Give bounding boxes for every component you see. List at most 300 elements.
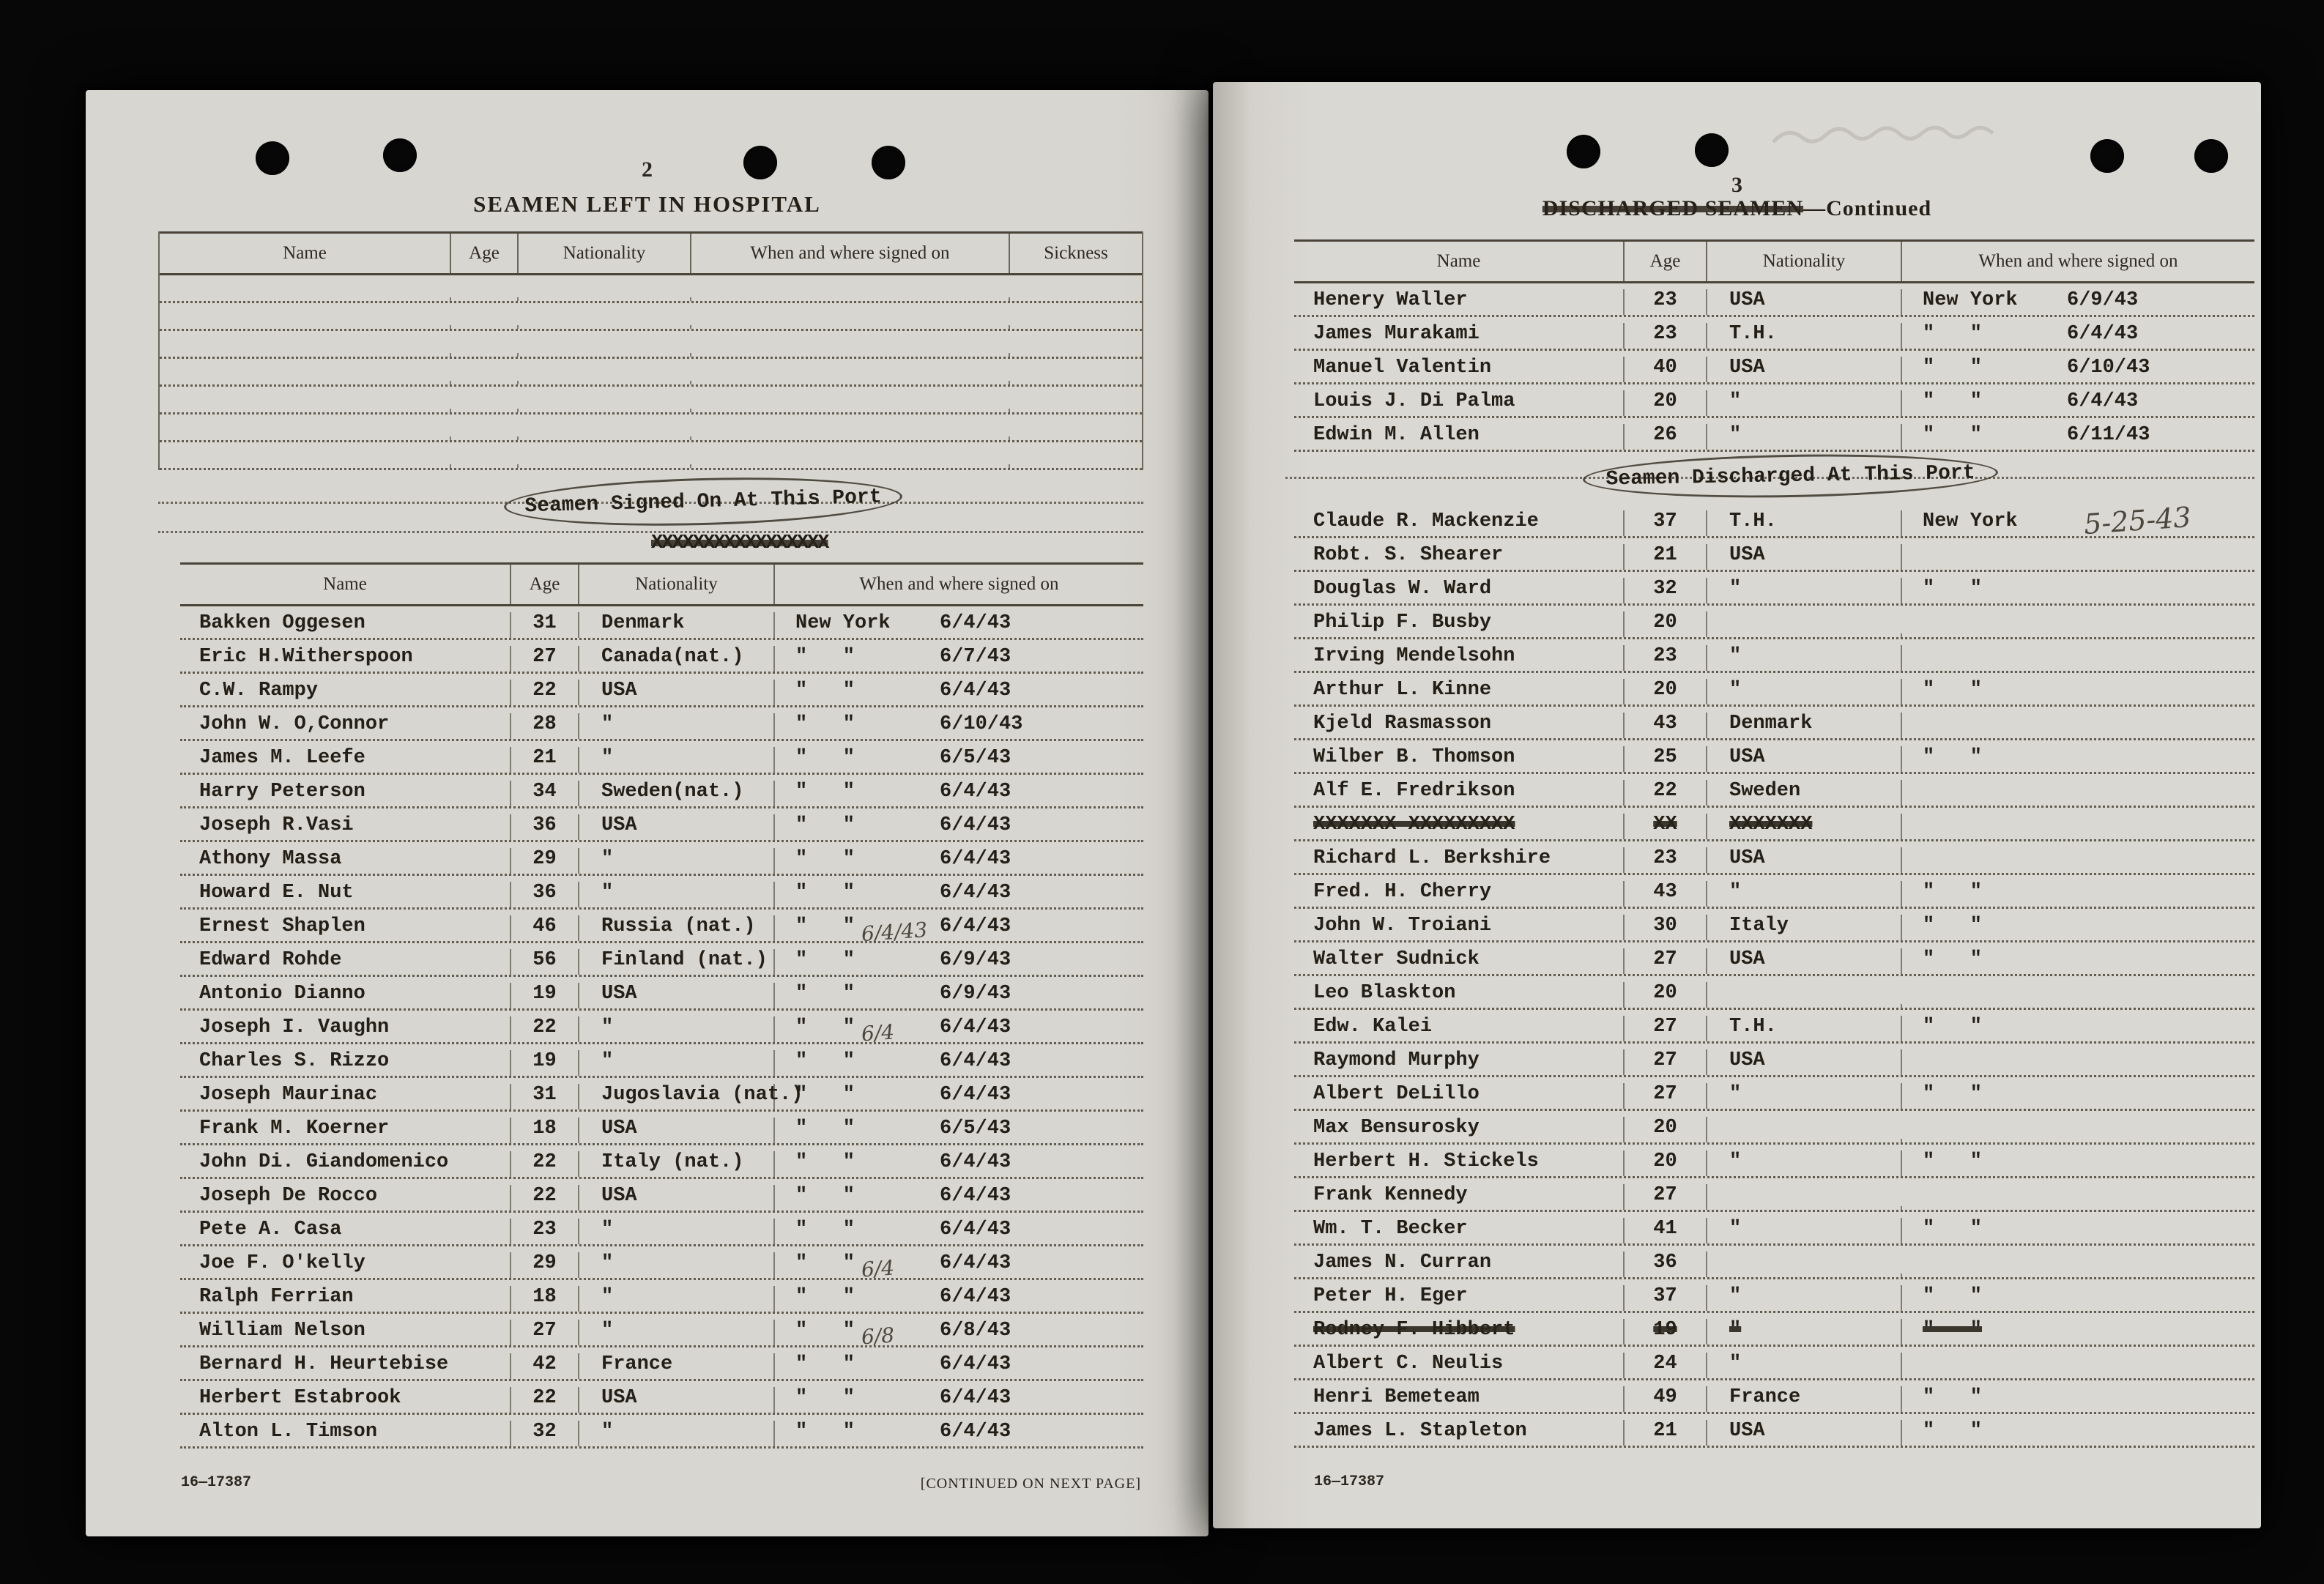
table-row xyxy=(1294,841,2254,875)
age-cell: 21 xyxy=(1625,544,1707,570)
name-cell: Pete A. Casa xyxy=(180,1219,511,1244)
signed-cell xyxy=(1902,1252,2254,1277)
name-cell: John W. Troiani xyxy=(1294,915,1625,940)
empty-cell xyxy=(519,297,691,301)
age-cell: 22 xyxy=(511,1185,579,1211)
signed-cell xyxy=(775,713,1143,739)
signed-date: 6/9/43 xyxy=(940,983,1011,1005)
name-cell: James L. Stapleton xyxy=(1294,1420,1625,1446)
age-cell: 20 xyxy=(1625,982,1707,1008)
handwritten-note: 6/4 xyxy=(860,1255,896,1282)
table-row xyxy=(180,1314,1143,1350)
age-cell: 24 xyxy=(1625,1353,1707,1378)
column-header: Nationality xyxy=(579,565,775,604)
signed-date: 6/7/43 xyxy=(940,646,1011,668)
nationality-cell: " xyxy=(579,1421,775,1446)
discharged-table-header xyxy=(1294,239,2254,283)
empty-cell xyxy=(160,464,451,468)
age-cell: 22 xyxy=(511,1387,579,1413)
name-cell: Henri Bemeteam xyxy=(1294,1386,1625,1412)
age-cell: 37 xyxy=(1625,1285,1707,1311)
signed-cell xyxy=(1902,746,2254,772)
signed-cell xyxy=(775,680,1143,705)
age-cell: 43 xyxy=(1625,713,1707,738)
form-number: 16—17387 xyxy=(181,1474,252,1491)
empty-cell xyxy=(160,353,451,357)
name-cell: Albert DeLillo xyxy=(1294,1083,1625,1109)
empty-cell xyxy=(691,409,1010,412)
name-cell: Howard E. Nut xyxy=(180,882,511,907)
age-cell: 31 xyxy=(511,612,579,638)
signed-date: 6/9/43 xyxy=(940,949,1011,971)
signed-cell xyxy=(775,1320,1143,1350)
nationality-cell: USA xyxy=(1707,357,1902,382)
signed-date: 6/10/43 xyxy=(2067,357,2150,379)
signed-cell xyxy=(775,1353,1143,1379)
punch-hole xyxy=(1695,133,1729,167)
section-label-row xyxy=(1294,452,2254,505)
signed-cell xyxy=(775,1387,1143,1413)
column-header: Name xyxy=(1294,242,1625,281)
empty-cell xyxy=(691,436,1010,440)
empty-cell xyxy=(451,297,519,301)
table-row xyxy=(1294,875,2254,909)
name-cell: C.W. Rampy xyxy=(180,680,511,705)
age-cell: 18 xyxy=(511,1118,579,1143)
empty-table-row xyxy=(160,303,1142,331)
name-cell: Manuel Valentin xyxy=(1294,357,1625,382)
age-cell: 20 xyxy=(1625,1150,1707,1176)
empty-cell xyxy=(519,436,691,440)
signed-cell xyxy=(775,1151,1143,1177)
name-cell: Ralph Ferrian xyxy=(180,1286,511,1312)
name-cell: Albert C. Neulis xyxy=(1294,1353,1625,1378)
table-row xyxy=(1294,1010,2254,1044)
signed-place: " " xyxy=(1923,1218,1983,1240)
name-cell: Douglas W. Ward xyxy=(1294,578,1625,603)
table-row xyxy=(180,1246,1143,1280)
nationality-cell xyxy=(1707,1273,1902,1277)
column-header: Nationality xyxy=(519,234,691,273)
name-cell: Joseph I. Vaughn xyxy=(180,1016,511,1042)
handwritten-note: 6/8 xyxy=(860,1323,896,1350)
table-row xyxy=(1294,909,2254,942)
signed-cell xyxy=(1902,1049,2254,1075)
age-cell: 22 xyxy=(511,680,579,705)
nationality-cell xyxy=(1707,1139,1902,1142)
nationality-cell: " xyxy=(579,848,775,874)
nationality-cell: USA xyxy=(579,814,775,840)
age-cell: 40 xyxy=(1625,357,1707,382)
signed-cell xyxy=(775,646,1143,672)
age-cell: 49 xyxy=(1625,1386,1707,1412)
empty-cell xyxy=(451,353,519,357)
table-row xyxy=(1294,606,2254,639)
signed-date: 6/4/43 xyxy=(940,1353,1011,1375)
age-cell: 43 xyxy=(1625,881,1707,907)
nationality-cell: USA xyxy=(579,983,775,1008)
section-label-oval xyxy=(503,473,902,530)
signed-cell xyxy=(1902,390,2254,416)
nationality-cell: USA xyxy=(579,1118,775,1143)
nationality-cell: " xyxy=(1707,881,1902,907)
nationality-cell xyxy=(1707,633,1902,637)
nationality-cell: " xyxy=(1707,645,1902,671)
signed-place: " " xyxy=(795,1219,855,1241)
signed-cell xyxy=(1902,948,2254,974)
table-row xyxy=(180,640,1143,674)
name-cell: Frank Kennedy xyxy=(1294,1184,1625,1210)
name-cell: John Di. Giandomenico xyxy=(180,1151,511,1177)
left-page xyxy=(86,90,1209,1536)
signed-place: " " xyxy=(795,882,855,904)
nationality-cell: " xyxy=(1707,1218,1902,1243)
signed-place: " " xyxy=(795,646,855,668)
table-row xyxy=(1294,1178,2254,1212)
table-row xyxy=(1294,283,2254,317)
signed-place: " " xyxy=(795,713,855,735)
signed-cell xyxy=(1902,578,2254,603)
age-cell: 19 xyxy=(511,1050,579,1076)
signed-cell xyxy=(775,612,1143,638)
signed-place: " " xyxy=(1923,357,1983,379)
name-cell: Joe F. O'kelly xyxy=(180,1252,511,1278)
table-row xyxy=(180,1044,1143,1078)
signed-on-table-body xyxy=(180,606,1143,1449)
nationality-cell: " xyxy=(1707,1083,1902,1109)
nationality-cell: " xyxy=(579,713,775,739)
signed-cell xyxy=(1902,814,2254,839)
table-row xyxy=(180,1381,1143,1415)
name-cell: James M. Leefe xyxy=(180,747,511,773)
empty-cell xyxy=(691,353,1010,357)
signed-cell xyxy=(1902,1016,2254,1041)
nationality-cell: USA xyxy=(1707,746,1902,772)
name-cell: Henery Waller xyxy=(1294,289,1625,315)
name-cell: Edward Rohde xyxy=(180,949,511,975)
name-cell: Ernest Shaplen xyxy=(180,915,511,941)
name-cell: Walter Sudnick xyxy=(1294,948,1625,974)
age-cell: 18 xyxy=(511,1286,579,1312)
nationality-cell: " xyxy=(1707,679,1902,704)
signed-date: 6/4/43 xyxy=(940,1185,1011,1207)
age-cell: 27 xyxy=(511,1320,579,1345)
age-cell: 27 xyxy=(1625,1016,1707,1041)
empty-cell xyxy=(691,297,1010,301)
signed-place: " " xyxy=(1923,1285,1983,1307)
empty-table-row xyxy=(160,387,1142,414)
name-cell: James N. Curran xyxy=(1294,1252,1625,1277)
name-cell: Claude R. Mackenzie xyxy=(1294,510,1625,536)
age-cell: 31 xyxy=(511,1084,579,1109)
column-header: Age xyxy=(451,234,519,273)
table-row xyxy=(1294,500,2254,541)
nationality-cell: T.H. xyxy=(1707,1016,1902,1041)
table-row xyxy=(180,606,1143,640)
table-row xyxy=(180,741,1143,775)
section-label: Seamen Signed On At This Port xyxy=(524,486,882,518)
empty-cell xyxy=(451,464,519,468)
nationality-cell: USA xyxy=(579,1185,775,1211)
signed-date: 6/4/43 xyxy=(940,915,1011,937)
table-row xyxy=(1294,1111,2254,1145)
column-header: When and where signed on xyxy=(859,574,1059,594)
empty-cell xyxy=(160,409,451,412)
name-cell: Leo Blaskton xyxy=(1294,982,1625,1008)
name-cell: Frank M. Koerner xyxy=(180,1118,511,1143)
name-cell: Philip F. Busby xyxy=(1294,611,1625,637)
hospital-table-body xyxy=(160,275,1142,470)
table-row xyxy=(1294,351,2254,384)
nationality-cell: France xyxy=(1707,1386,1902,1412)
signed-date: 6/4/43 xyxy=(940,1050,1011,1072)
age-cell: 56 xyxy=(511,949,579,975)
table-row xyxy=(1294,1212,2254,1246)
signed-date: 6/4/43 xyxy=(940,781,1011,803)
signed-cell xyxy=(1902,323,2254,349)
signed-place: " " xyxy=(795,848,855,870)
table-row xyxy=(1294,1044,2254,1077)
nationality-cell: Canada(nat.) xyxy=(579,646,775,672)
signed-cell xyxy=(775,915,1143,947)
age-cell: 32 xyxy=(1625,578,1707,603)
discharged-table-body-bottom xyxy=(1294,500,2254,1448)
signed-cell xyxy=(1902,881,2254,907)
nationality-cell: " xyxy=(1707,1353,1902,1378)
signed-cell xyxy=(1902,1285,2254,1311)
signed-place: " " xyxy=(795,1151,855,1173)
name-cell: Joseph R.Vasi xyxy=(180,814,511,840)
age-cell: 19 xyxy=(511,983,579,1008)
name-cell: Arthur L. Kinne xyxy=(1294,679,1625,704)
name-cell: Peter H. Eger xyxy=(1294,1285,1625,1311)
empty-cell xyxy=(1010,381,1142,384)
page-title xyxy=(1213,196,2261,221)
table-row xyxy=(1294,317,2254,351)
name-cell: Harry Peterson xyxy=(180,781,511,806)
nationality-cell: Sweden xyxy=(1707,780,1902,806)
empty-cell xyxy=(451,381,519,384)
table-row xyxy=(1294,1313,2254,1347)
table-row xyxy=(1294,1380,2254,1414)
signed-date: 6/4/43 xyxy=(940,680,1011,702)
column-header: Age xyxy=(511,565,579,604)
table-row xyxy=(1294,572,2254,606)
signed-cell xyxy=(775,1219,1143,1244)
empty-table-row xyxy=(160,414,1142,442)
age-cell: 46 xyxy=(511,915,579,941)
age-cell: 27 xyxy=(1625,1049,1707,1075)
name-cell: XXXXXXX XXXXXXXXX xyxy=(1294,814,1625,839)
table-row xyxy=(180,876,1143,910)
name-cell: Max Bensurosky xyxy=(1294,1117,1625,1142)
name-cell: Alf E. Fredrikson xyxy=(1294,780,1625,806)
nationality-cell: " xyxy=(579,1286,775,1312)
empty-cell xyxy=(1010,297,1142,301)
struck-title-text: DISCHARGED SEAMEN xyxy=(1542,196,1804,220)
signed-cell xyxy=(775,949,1143,975)
signed-cell xyxy=(775,814,1143,840)
signed-date: 6/4/43 xyxy=(940,612,1011,634)
table-row xyxy=(180,775,1143,808)
signed-cell xyxy=(1902,1319,2254,1345)
table-row xyxy=(1294,740,2254,774)
signed-cell xyxy=(1902,289,2254,315)
nationality-cell: USA xyxy=(1707,1420,1902,1446)
signed-place: " " xyxy=(795,1185,855,1207)
age-cell: 41 xyxy=(1625,1218,1707,1243)
age-cell: 20 xyxy=(1625,1117,1707,1142)
table-row xyxy=(1294,808,2254,841)
empty-cell xyxy=(691,381,1010,384)
handwritten-note: 6/4/43 xyxy=(860,917,929,947)
name-cell: Raymond Murphy xyxy=(1294,1049,1625,1075)
table-row xyxy=(180,674,1143,707)
page-number: 2 xyxy=(642,157,653,182)
table-row xyxy=(180,707,1143,741)
empty-cell xyxy=(691,464,1010,468)
nationality-cell: USA xyxy=(1707,544,1902,570)
nationality-cell: USA xyxy=(579,680,775,705)
nationality-cell: " xyxy=(579,1219,775,1244)
signed-cell xyxy=(1902,1420,2254,1446)
signed-place: " " xyxy=(795,680,855,702)
signed-place: New York xyxy=(795,612,891,634)
nationality-cell: " xyxy=(579,1252,775,1278)
age-cell: 23 xyxy=(1625,289,1707,315)
signed-cell xyxy=(775,983,1143,1008)
empty-cell xyxy=(1010,353,1142,357)
struck-out-text: XXXXXXXXXXXXXXXXX xyxy=(651,532,828,554)
nationality-cell: Finland (nat.) xyxy=(579,949,775,975)
age-cell: 27 xyxy=(1625,1184,1707,1210)
signed-cell xyxy=(775,1185,1143,1211)
age-cell: 22 xyxy=(1625,780,1707,806)
empty-cell xyxy=(519,464,691,468)
nationality-cell: " xyxy=(579,882,775,907)
table-row xyxy=(1294,1077,2254,1111)
signed-date: 6/4/43 xyxy=(940,882,1011,904)
name-cell: Herbert Estabrook xyxy=(180,1387,511,1413)
age-cell: 27 xyxy=(1625,1083,1707,1109)
name-cell: Wm. T. Becker xyxy=(1294,1218,1625,1243)
table-row xyxy=(180,1179,1143,1213)
age-cell: 28 xyxy=(511,713,579,739)
signed-place: " " xyxy=(1923,578,1983,600)
empty-cell xyxy=(451,436,519,440)
signed-place: " " xyxy=(1923,948,1983,970)
empty-cell xyxy=(519,353,691,357)
signed-date: 6/5/43 xyxy=(940,747,1011,769)
empty-cell xyxy=(451,325,519,329)
age-cell: 30 xyxy=(1625,915,1707,940)
table-row xyxy=(1294,1414,2254,1448)
age-cell: 37 xyxy=(1625,510,1707,536)
age-cell: 20 xyxy=(1625,390,1707,416)
table-row xyxy=(180,943,1143,977)
page-number: 3 xyxy=(1731,173,1742,197)
age-cell: 29 xyxy=(511,848,579,874)
signed-cell xyxy=(1902,1184,2254,1210)
signed-cell xyxy=(1902,915,2254,940)
table-row xyxy=(180,1347,1143,1381)
name-cell: Louis J. Di Palma xyxy=(1294,390,1625,416)
name-cell: Wilber B. Thomson xyxy=(1294,746,1625,772)
name-cell: Eric H.Witherspoon xyxy=(180,646,511,672)
signed-date: 6/4/43 xyxy=(940,1219,1011,1241)
signed-cell xyxy=(1902,611,2254,637)
name-cell: Fred. H. Cherry xyxy=(1294,881,1625,907)
signed-place: " " xyxy=(795,949,855,971)
signed-cell xyxy=(1902,780,2254,806)
signed-cell xyxy=(1902,1386,2254,1412)
signed-cell xyxy=(1902,679,2254,704)
age-cell: 23 xyxy=(511,1219,579,1244)
name-cell: Athony Massa xyxy=(180,848,511,874)
signed-place: " " xyxy=(1923,390,1983,412)
name-cell: Kjeld Rasmasson xyxy=(1294,713,1625,738)
age-cell: 23 xyxy=(1625,645,1707,671)
table-row xyxy=(1294,673,2254,707)
signed-place: " " xyxy=(1923,881,1983,903)
title-suffix: —Continued xyxy=(1803,196,1932,220)
age-cell: 32 xyxy=(511,1421,579,1446)
nationality-cell: USA xyxy=(1707,289,1902,315)
discharged-table xyxy=(1294,239,2254,1448)
nationality-cell: Italy xyxy=(1707,915,1902,940)
signed-place: " " xyxy=(795,1387,855,1409)
signed-date: 6/4/43 xyxy=(940,1016,1011,1038)
empty-table-row xyxy=(160,275,1142,303)
empty-cell xyxy=(1010,409,1142,412)
age-cell: 36 xyxy=(511,814,579,840)
name-cell: Richard L. Berkshire xyxy=(1294,847,1625,873)
signed-date: 6/5/43 xyxy=(940,1118,1011,1139)
signed-date: 6/4/43 xyxy=(940,1286,1011,1308)
nationality-cell: " xyxy=(579,1016,775,1042)
table-row xyxy=(1294,538,2254,572)
name-cell: Antonio Dianno xyxy=(180,983,511,1008)
signed-cell xyxy=(1902,713,2254,738)
age-cell: 42 xyxy=(511,1353,579,1379)
table-row xyxy=(1294,976,2254,1010)
column-header: Sickness xyxy=(1044,243,1108,263)
age-cell: 23 xyxy=(1625,323,1707,349)
section-label: Seamen Discharged At This Port xyxy=(1605,461,1975,491)
age-cell: 26 xyxy=(1625,424,1707,450)
signed-place: " " xyxy=(1923,424,1983,446)
age-cell: 20 xyxy=(1625,679,1707,704)
signed-cell xyxy=(1902,1083,2254,1109)
name-cell: Charles S. Rizzo xyxy=(180,1050,511,1076)
signed-on-table xyxy=(180,562,1143,1449)
table-row xyxy=(1294,418,2254,452)
nationality-cell xyxy=(1707,1004,1902,1008)
signed-place: " " xyxy=(795,1286,855,1308)
signed-cell xyxy=(1902,1353,2254,1378)
age-cell: 25 xyxy=(1625,746,1707,772)
name-cell: John W. O,Connor xyxy=(180,713,511,739)
signed-date: 6/10/43 xyxy=(940,713,1023,735)
table-row xyxy=(1294,942,2254,976)
nationality-cell: " xyxy=(1707,1285,1902,1311)
table-row xyxy=(180,1145,1143,1179)
signed-place: " " xyxy=(795,1118,855,1139)
signed-place: " " xyxy=(795,1421,855,1443)
nationality-cell: USA xyxy=(1707,847,1902,873)
table-row xyxy=(1294,1347,2254,1380)
nationality-cell: " xyxy=(579,747,775,773)
